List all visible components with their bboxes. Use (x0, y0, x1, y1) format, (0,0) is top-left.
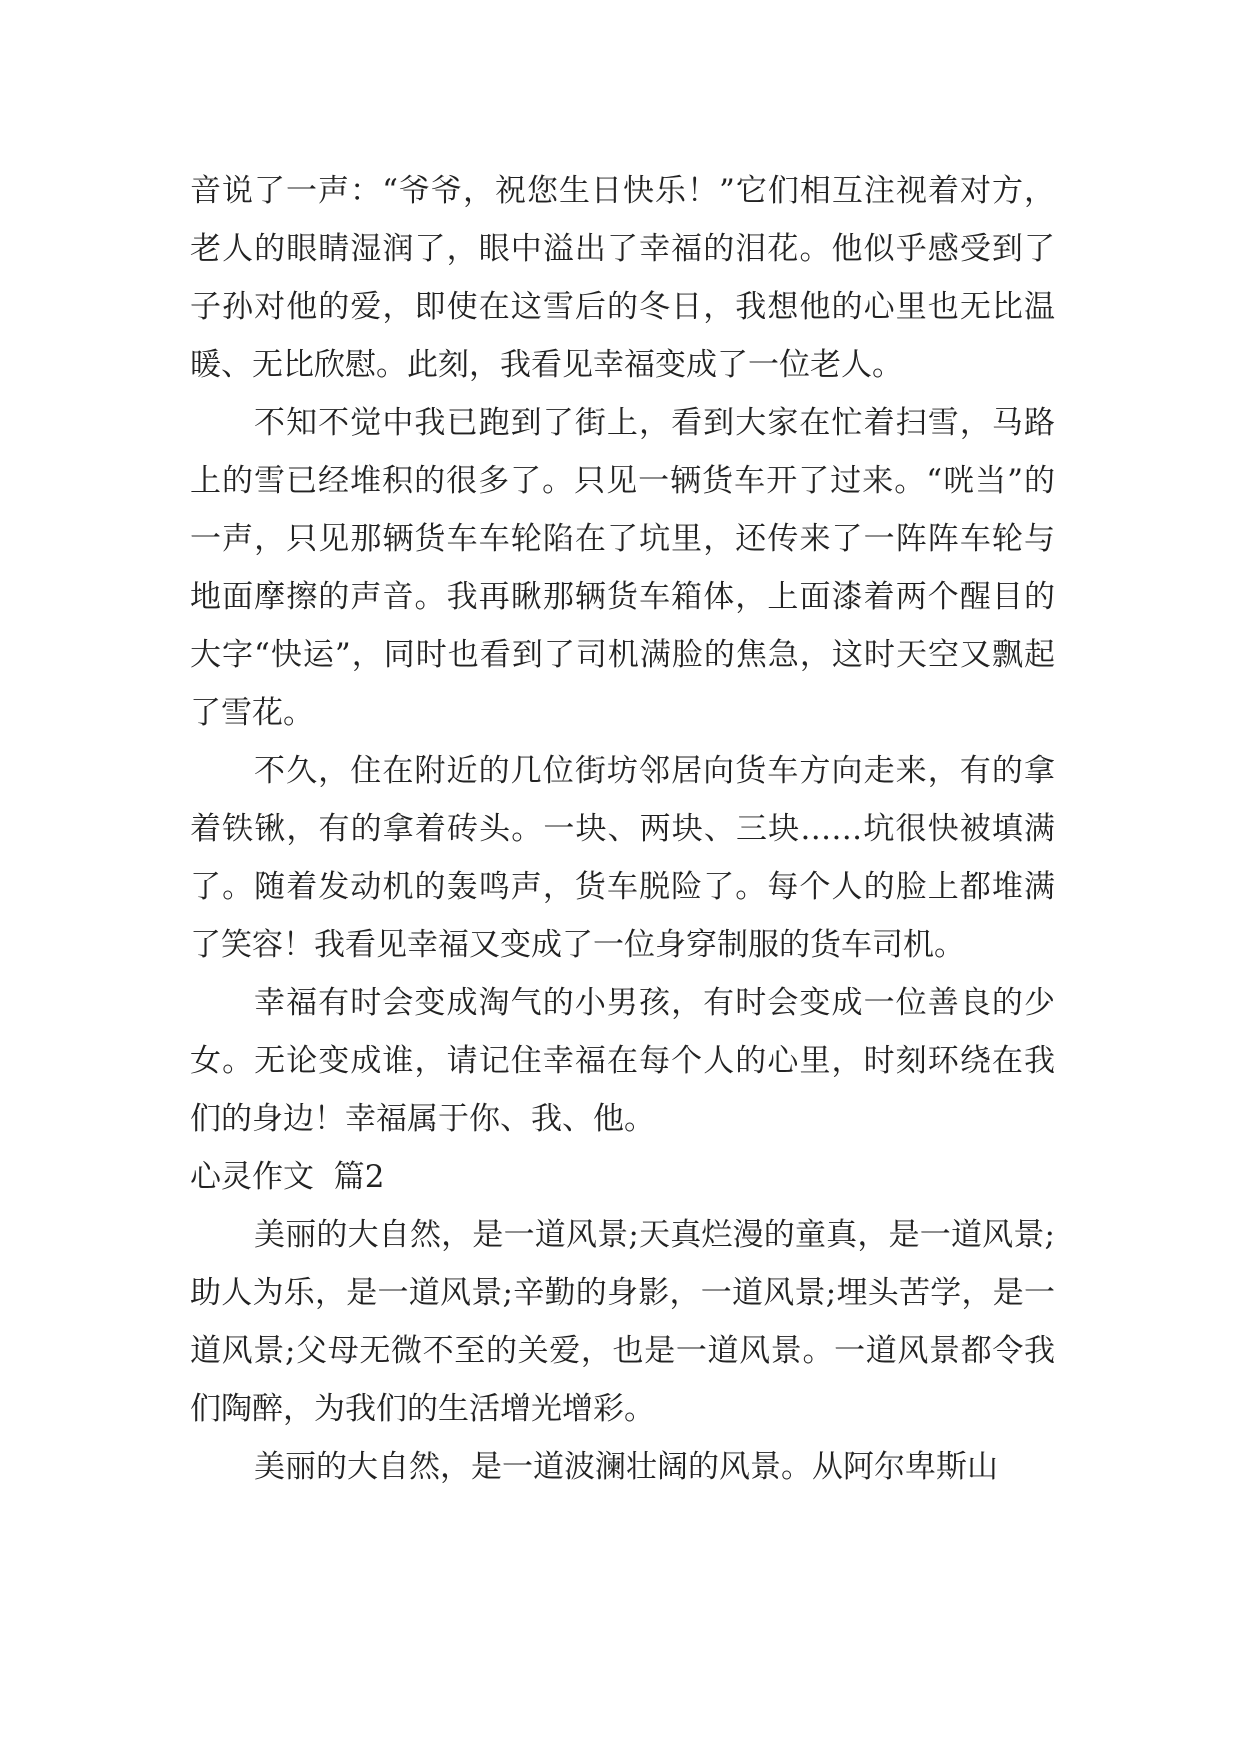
paragraph-continuation: 音说了一声：“爷爷，祝您生日快乐！”它们相互注视着对方，老人的眼睛湿润了，眼中溢出了幸福的泪花。他似乎感受到了子孙对他的爱，即使在这雪后的冬日，我想他的心里也无比温暖、无比欣慰。此刻，我看见幸福变成了一位老人。 (190, 173, 1055, 383)
paragraph-neighbors-help: 不久，住在附近的几位街坊邻居向货车方向走来，有的拿着铁锹，有的拿着砖头。一块、两块、三块……坑很快被填满了。随着发动机的轰鸣声，货车脱险了。每个人的脸上都堆满了笑容！我看见幸福又变成了一位身穿制服的货车司机。 (190, 753, 1055, 963)
paragraph-scenery-nature: 美丽的大自然，是一道波澜壮阔的风景。从阿尔卑斯山 (254, 1449, 998, 1485)
paragraph-street-truck: 不知不觉中我已跑到了街上，看到大家在忙着扫雪，马路上的雪已经堆积的很多了。只见一辆货车开了过来。“咣当”的一声，只见那辆货车车轮陷在了坑里，还传来了一阵阵车轮与地面摩擦的声音。我再瞅那辆货车箱体，上面漆着两个醒目的大字“快运”，同时也看到了司机满脸的焦急，这时天空又飘起了雪花。 (190, 405, 1055, 731)
document-body (190, 162, 1055, 1496)
section-heading: 心灵作文 篇2 (190, 1159, 385, 1195)
paragraph-happiness-conclusion: 幸福有时会变成淘气的小男孩，有时会变成一位善良的少女。无论变成谁，请记住幸福在每个人的心里，时刻环绕在我们的身边！幸福属于你、我、他。 (190, 985, 1055, 1137)
paragraph-scenery-intro: 美丽的大自然，是一道风景;天真烂漫的童真，是一道风景;助人为乐，是一道风景;辛勤的身影，一道风景;埋头苦学，是一道风景;父母无微不至的关爱，也是一道风景。一道风景都令我们陶醉，为我们的生活增光增彩。 (190, 1217, 1055, 1427)
